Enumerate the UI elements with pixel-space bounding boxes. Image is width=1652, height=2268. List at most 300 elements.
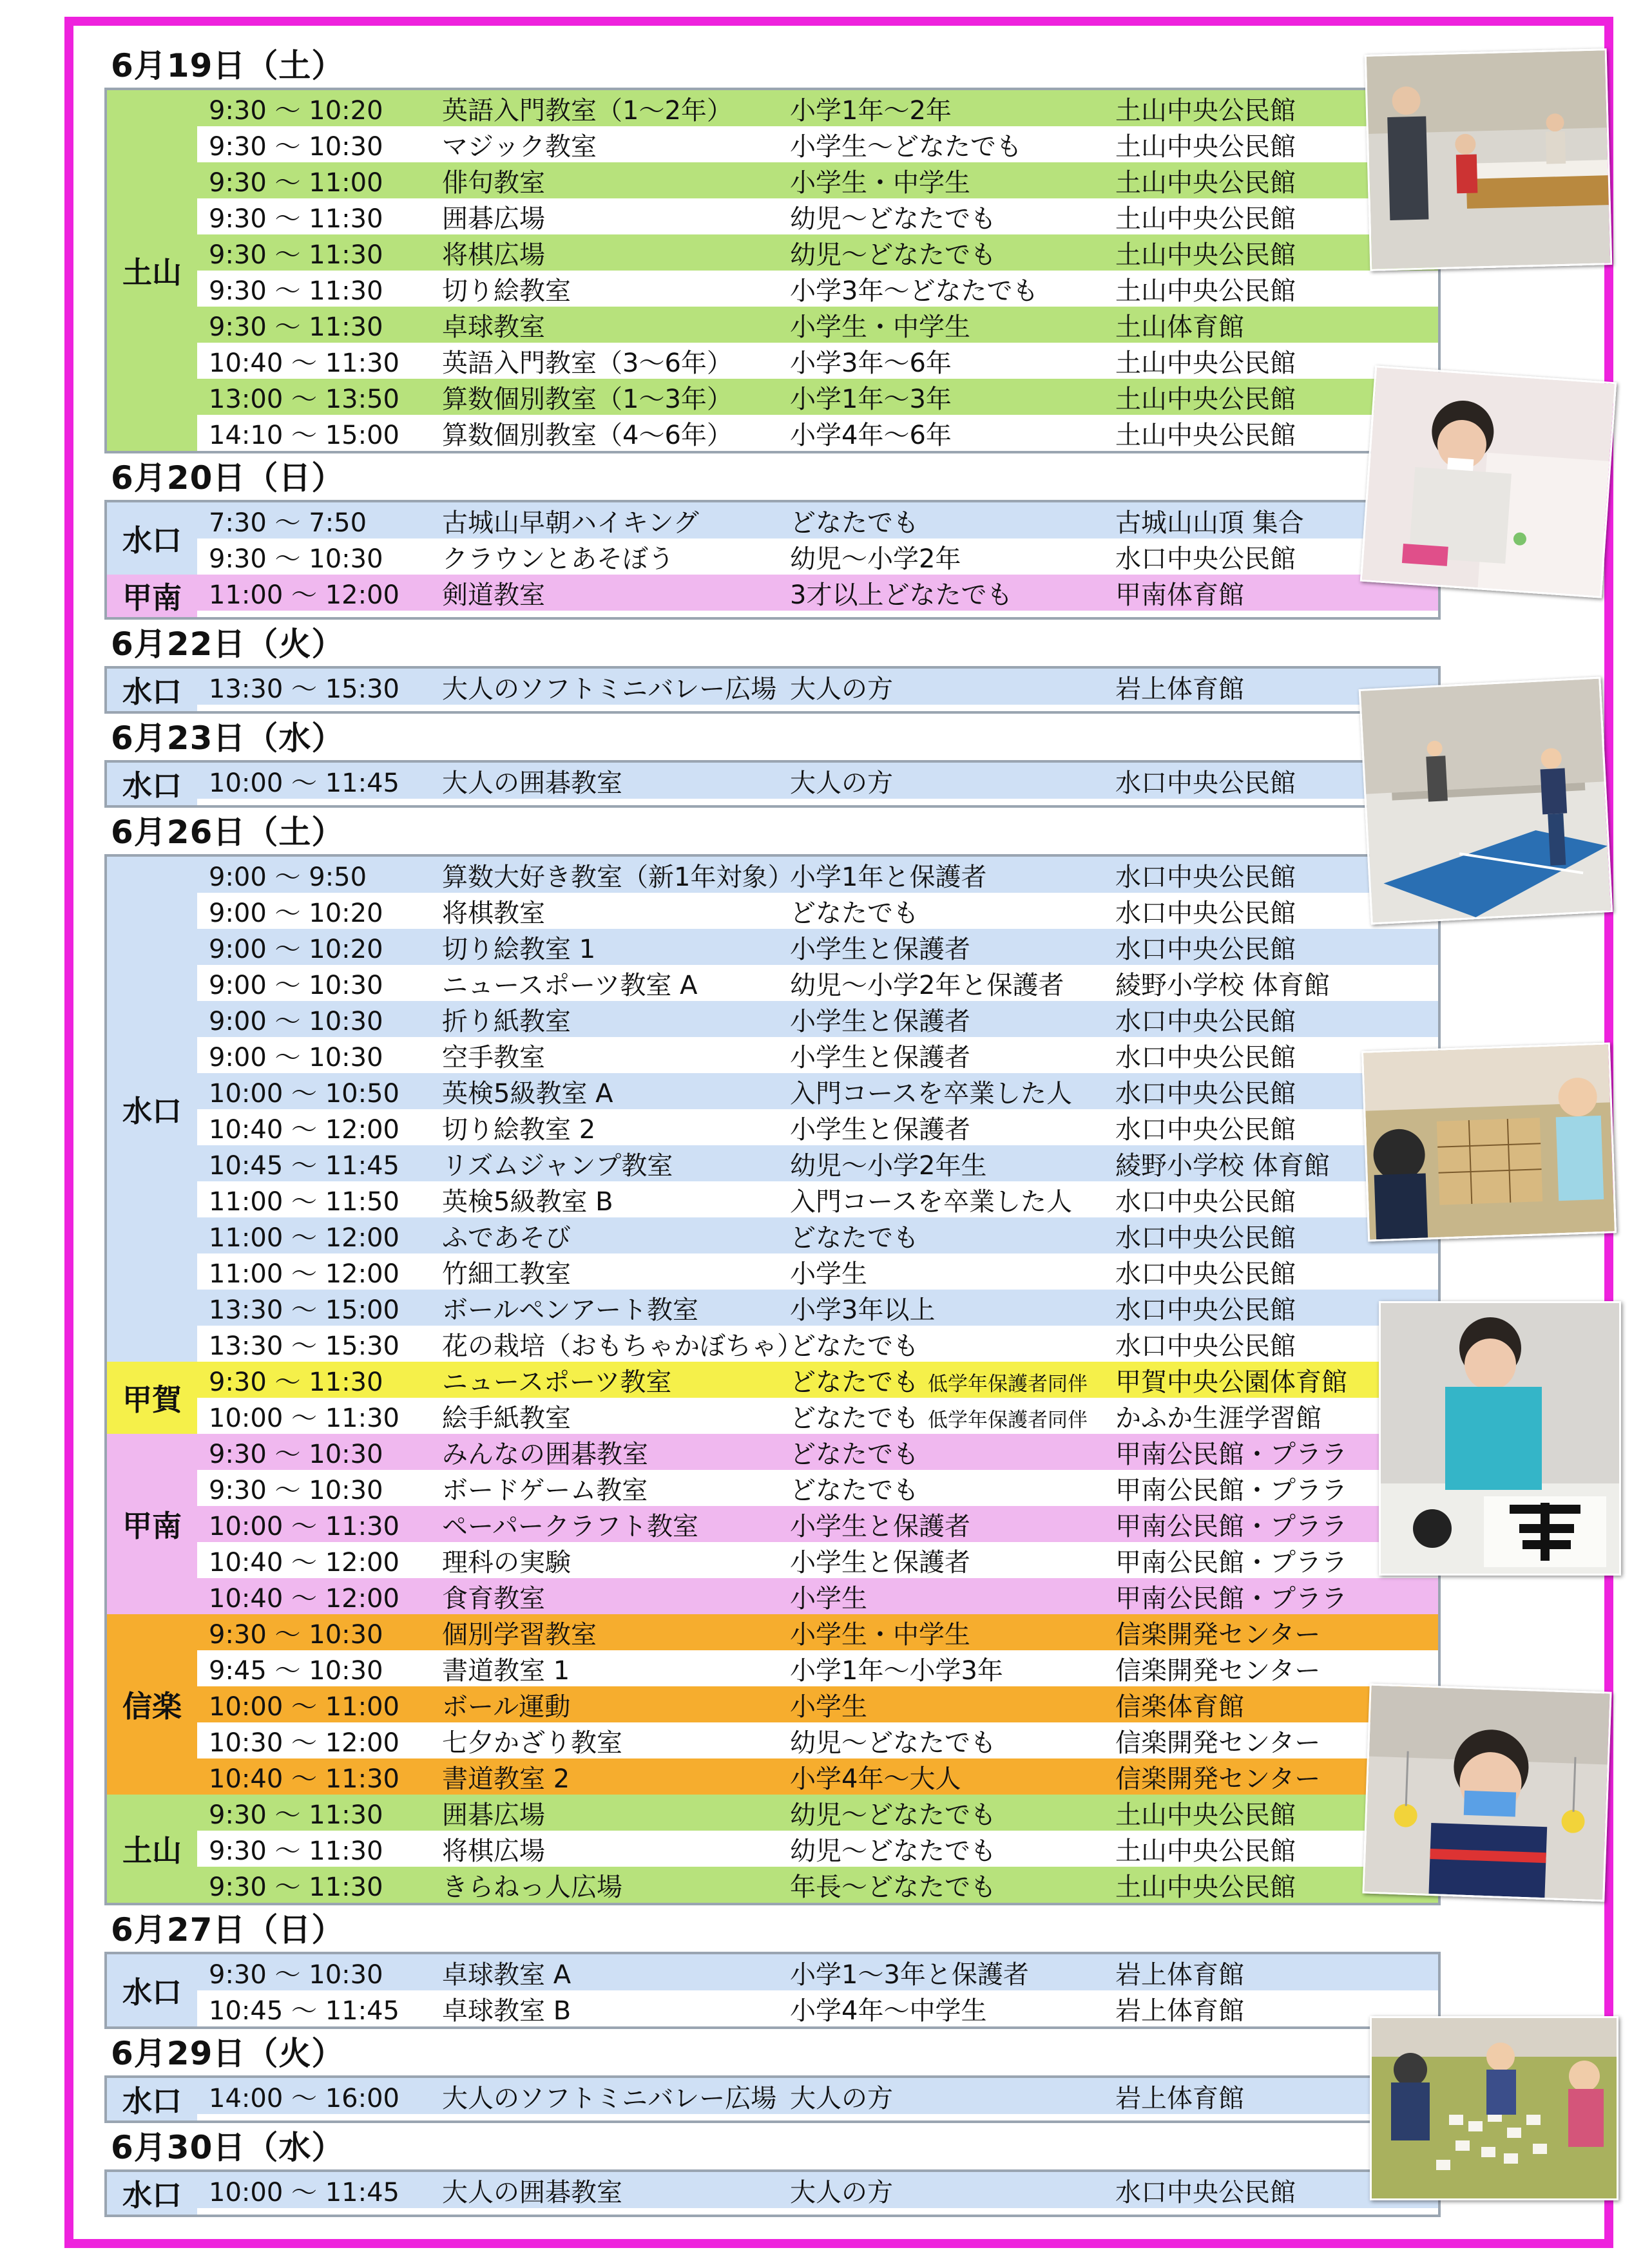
event-time: 9:30 〜 10:30 (209, 544, 383, 574)
table-row (197, 1758, 1438, 1795)
event-target (790, 669, 1115, 705)
event-target-text: 小学生と保護者 (790, 1114, 970, 1145)
event-target-text: 小学1年〜3年 (790, 384, 952, 414)
event-title: 大人の囲碁教室 (442, 2177, 622, 2207)
event-target-text: どなたでも (790, 1475, 919, 1505)
event-time: 10:40 〜 12:00 (209, 1114, 399, 1145)
event-rows (197, 90, 1438, 451)
region-label: 水口 (107, 857, 197, 1362)
event-time: 10:00 〜 10:50 (209, 1078, 399, 1109)
table-row (197, 1326, 1438, 1362)
event-title: 剣道教室 (442, 580, 545, 610)
table-row (197, 1614, 1438, 1650)
event-target-text: 小学生と保護者 (790, 934, 970, 964)
region-group (107, 575, 1438, 617)
event-title: 卓球教室 (442, 312, 545, 342)
event-venue: 岩上体育館 (1115, 674, 1244, 704)
event-venue: 土山中央公民館 (1115, 95, 1296, 126)
event-target-text: 幼児〜どなたでも (790, 204, 996, 234)
event-time: 9:00 〜 10:30 (209, 970, 383, 1000)
event-target-text: 幼児〜小学2年生 (790, 1150, 987, 1181)
event-target (790, 1506, 1115, 1542)
event-time: 10:30 〜 12:00 (209, 1728, 399, 1758)
event-target-text: 小学生 (790, 1259, 867, 1289)
event-target (790, 234, 1115, 271)
table-row (197, 1290, 1438, 1326)
table-row (197, 575, 1438, 611)
table-row (197, 1722, 1438, 1758)
table-row (197, 1542, 1438, 1578)
event-venue: 水口中央公民館 (1115, 1042, 1296, 1072)
event-venue: 水口中央公民館 (1115, 544, 1296, 574)
event-time: 9:30 〜 10:30 (209, 1439, 383, 1469)
event-rows (197, 1795, 1438, 1903)
event-time: 9:30 〜 10:30 (209, 1619, 383, 1650)
event-target-text: どなたでも (790, 1367, 919, 1397)
event-target-text: 幼児〜小学2年 (790, 544, 961, 574)
day-schedule-block (104, 760, 1441, 808)
event-target (790, 1954, 1115, 1990)
event-title: 個別学習教室 (442, 1619, 597, 1650)
event-target-text: 小学生 (790, 1583, 867, 1614)
event-venue: 土山中央公民館 (1115, 1800, 1296, 1830)
event-target (790, 1253, 1115, 1290)
event-target (790, 271, 1115, 307)
event-venue: 甲南公民館・プララ (1115, 1439, 1347, 1469)
event-target-text: 小学生と保護者 (790, 1511, 970, 1541)
event-title: 理科の実験 (442, 1547, 571, 1577)
region-label: 水口 (107, 669, 197, 711)
table-row (197, 234, 1438, 271)
event-title: 大人のソフトミニバレー広場 (442, 674, 777, 704)
event-target-text: 小学1年と保護者 (790, 862, 987, 892)
event-time: 9:30 〜 11:30 (209, 204, 383, 234)
event-time: 9:30 〜 11:30 (209, 1367, 383, 1397)
event-time: 10:00 〜 11:00 (209, 1691, 399, 1722)
event-target-text: 3才以上どなたでも (790, 580, 1013, 610)
region-label: 水口 (107, 1954, 197, 2026)
table-row (197, 379, 1438, 415)
event-target (790, 965, 1115, 1001)
event-time: 7:30 〜 7:50 (209, 508, 367, 538)
event-target (790, 1722, 1115, 1758)
event-time: 11:00 〜 12:00 (209, 1259, 399, 1289)
event-target (790, 2172, 1115, 2208)
event-venue: 甲南公民館・プララ (1115, 1475, 1347, 1505)
event-venue: 土山中央公民館 (1115, 1836, 1296, 1866)
event-title: みんなの囲碁教室 (442, 1439, 648, 1469)
table-row (197, 415, 1438, 451)
table-row (197, 1181, 1438, 1217)
date-heading: 6月26日（土） (111, 814, 345, 851)
event-target (790, 126, 1115, 162)
day-schedule-block (104, 88, 1441, 453)
event-title: 切り絵教室 2 (442, 1114, 596, 1145)
event-time: 10:00 〜 11:45 (209, 2177, 399, 2207)
event-target (790, 1362, 1115, 1398)
event-venue: 土山中央公民館 (1115, 131, 1296, 162)
region-label: 土山 (107, 1795, 197, 1903)
event-venue: 土山中央公民館 (1115, 167, 1296, 198)
event-target-text: どなたでも (790, 508, 919, 538)
event-venue: 水口中央公民館 (1115, 1078, 1296, 1109)
event-time: 10:00 〜 11:30 (209, 1511, 399, 1541)
event-target (790, 1470, 1115, 1506)
event-title: 英語入門教室（3〜6年） (442, 348, 733, 378)
event-target (790, 1831, 1115, 1867)
event-target (790, 763, 1115, 799)
table-row (197, 669, 1438, 705)
event-target (790, 929, 1115, 965)
table-row (197, 538, 1438, 575)
event-target (790, 198, 1115, 234)
event-time: 9:30 〜 10:30 (209, 131, 383, 162)
table-row (197, 2078, 1438, 2114)
event-target (790, 893, 1115, 929)
event-rows (197, 1614, 1438, 1795)
event-target (790, 1398, 1115, 1434)
table-row (197, 1990, 1438, 2026)
event-target-text: 小学生・中学生 (790, 1619, 970, 1650)
event-title: ニュースポーツ教室 (442, 1367, 672, 1397)
event-target-text: どなたでも (790, 1331, 919, 1361)
event-target (790, 162, 1115, 198)
event-title: 絵手紙教室 (442, 1403, 571, 1433)
event-time: 11:00 〜 11:50 (209, 1186, 399, 1217)
event-title: 書道教室 1 (442, 1655, 570, 1686)
event-time: 9:30 〜 11:30 (209, 240, 383, 270)
event-venue: 土山体育館 (1115, 312, 1244, 342)
event-target-text: 小学生・中学生 (790, 167, 970, 198)
day-schedule-block (104, 500, 1441, 620)
event-venue: 水口中央公民館 (1115, 934, 1296, 964)
kirie-craft-photo (1360, 365, 1617, 598)
event-title: 算数大好き教室（新1年対象） (442, 862, 794, 892)
event-target-text: 小学4年〜6年 (790, 420, 952, 450)
event-time: 9:30 〜 11:30 (209, 312, 383, 342)
event-title: 将棋教室 (442, 898, 545, 928)
event-time: 10:45 〜 11:45 (209, 1150, 399, 1181)
event-target (790, 538, 1115, 575)
event-target (790, 1037, 1115, 1073)
event-title: 大人の囲碁教室 (442, 768, 622, 798)
region-group (107, 502, 1438, 575)
event-time: 9:00 〜 10:30 (209, 1006, 383, 1036)
event-target (790, 379, 1115, 415)
event-venue: 岩上体育館 (1115, 2083, 1244, 2113)
event-title: 花の栽培（おもちゃかぼちゃ） (442, 1331, 803, 1361)
event-title: 将棋広場 (442, 240, 545, 270)
event-title: 食育教室 (442, 1583, 545, 1614)
event-target-text: 幼児〜どなたでも (790, 1836, 996, 1866)
event-venue: 甲南公民館・プララ (1115, 1511, 1347, 1541)
event-target (790, 1434, 1115, 1470)
event-venue: 信楽開発センター (1115, 1764, 1321, 1794)
table-tennis-photo (1359, 676, 1613, 924)
event-time: 10:40 〜 11:30 (209, 1764, 399, 1794)
table-row (197, 343, 1438, 379)
event-target (790, 1542, 1115, 1578)
table-row (197, 1109, 1438, 1145)
event-target-text: 小学生と保護者 (790, 1547, 970, 1577)
event-venue: 綾野小学校 体育館 (1115, 970, 1330, 1000)
event-target-text: どなたでも (790, 1403, 919, 1433)
event-title: 書道教室 2 (442, 1764, 570, 1794)
event-time: 9:30 〜 11:30 (209, 1836, 383, 1866)
day-schedule-block (104, 2075, 1441, 2123)
event-title: 空手教室 (442, 1042, 545, 1072)
event-target (790, 1001, 1115, 1037)
event-title: ボールペンアート教室 (442, 1295, 698, 1325)
table-row (197, 2172, 1438, 2208)
event-venue: 甲南公民館・プララ (1115, 1583, 1347, 1614)
event-target-text: 小学3年〜6年 (790, 348, 952, 378)
event-target-text: 幼児〜どなたでも (790, 1728, 996, 1758)
event-target (790, 575, 1115, 611)
event-venue: 水口中央公民館 (1115, 1223, 1296, 1253)
magic-class-photo (1365, 48, 1613, 271)
region-label: 信楽 (107, 1614, 197, 1795)
event-target (790, 1290, 1115, 1326)
event-target-text: どなたでも (790, 1439, 919, 1469)
event-target-text: 小学1年〜2年 (790, 95, 952, 126)
event-venue: 土山中央公民館 (1115, 276, 1296, 306)
event-target-text: 小学生と保護者 (790, 1042, 970, 1072)
region-group (107, 2172, 1438, 2215)
event-target-text: 小学生と保護者 (790, 1006, 970, 1036)
event-venue: 信楽体育館 (1115, 1691, 1244, 1722)
event-venue: 土山中央公民館 (1115, 420, 1296, 450)
event-venue: 水口中央公民館 (1115, 898, 1296, 928)
event-target (790, 90, 1115, 126)
event-time: 10:45 〜 11:45 (209, 1996, 399, 2026)
event-target-text: 幼児〜小学2年と保護者 (790, 970, 1064, 1000)
event-venue: 信楽開発センター (1115, 1619, 1321, 1650)
event-time: 10:40 〜 11:30 (209, 348, 399, 378)
region-group (107, 669, 1438, 711)
event-time: 9:00 〜 10:20 (209, 898, 383, 928)
event-rows (197, 2172, 1438, 2215)
event-target (790, 1578, 1115, 1614)
event-time: 13:30 〜 15:30 (209, 674, 399, 704)
event-target-text: 大人の方 (790, 2083, 893, 2113)
event-venue: 土山中央公民館 (1115, 384, 1296, 414)
table-row (197, 1650, 1438, 1686)
event-time: 14:00 〜 16:00 (209, 2083, 399, 2113)
table-row (197, 271, 1438, 307)
event-target (790, 307, 1115, 343)
region-group (107, 1954, 1438, 2026)
event-title: 卓球教室 B (442, 1996, 571, 2026)
event-venue: かふか生涯学習館 (1115, 1403, 1321, 1433)
event-time: 14:10 〜 15:00 (209, 420, 399, 450)
event-venue: 綾野小学校 体育館 (1115, 1150, 1330, 1181)
event-venue: 信楽開発センター (1115, 1728, 1321, 1758)
event-time: 13:30 〜 15:30 (209, 1331, 399, 1361)
event-title: クラウンとあそぼう (442, 544, 674, 574)
shogi-photo (1361, 1042, 1617, 1241)
event-target (790, 1758, 1115, 1795)
event-target-note: 低学年保護者同伴 (928, 1408, 1088, 1432)
event-venue: 水口中央公民館 (1115, 1259, 1296, 1289)
event-target-text: 小学生・中学生 (790, 312, 970, 342)
event-venue: 水口中央公民館 (1115, 1331, 1296, 1361)
event-title: ふであそび (442, 1223, 571, 1253)
event-time: 10:00 〜 11:45 (209, 768, 399, 798)
event-target (790, 1795, 1115, 1831)
event-time: 10:40 〜 12:00 (209, 1547, 399, 1577)
event-target-text: 小学1年〜小学3年 (790, 1655, 1003, 1686)
event-target-text: 小学1〜3年と保護者 (790, 1959, 1029, 1990)
event-time: 10:40 〜 12:00 (209, 1583, 399, 1614)
event-time: 9:30 〜 11:30 (209, 1872, 383, 1902)
event-target (790, 1990, 1115, 2026)
date-heading: 6月27日（日） (111, 1911, 345, 1949)
event-rows (197, 1434, 1438, 1614)
event-venue: 土山中央公民館 (1115, 348, 1296, 378)
event-venue: 水口中央公民館 (1115, 2177, 1296, 2207)
event-title: きらねっ人広場 (442, 1872, 622, 1902)
event-schedule (104, 44, 1441, 2217)
table-row (197, 965, 1438, 1001)
event-target (790, 1109, 1115, 1145)
region-group (107, 90, 1438, 451)
table-row (197, 1362, 1438, 1398)
event-time: 13:30 〜 15:00 (209, 1295, 399, 1325)
event-target-text: 入門コースを卒業した人 (790, 1078, 1072, 1109)
table-row (197, 893, 1438, 929)
event-target-text: 年長〜どなたでも (790, 1872, 996, 1902)
region-group (107, 763, 1438, 805)
event-venue: 水口中央公民館 (1115, 1114, 1296, 1145)
event-venue: 水口中央公民館 (1115, 862, 1296, 892)
date-heading: 6月29日（火） (111, 2035, 345, 2072)
table-row (197, 198, 1438, 234)
event-target (790, 1073, 1115, 1109)
table-row (197, 126, 1438, 162)
day-schedule-block (104, 854, 1441, 1905)
date-heading: 6月19日（土） (111, 47, 345, 84)
event-target-text: 大人の方 (790, 768, 893, 798)
event-rows (197, 1954, 1438, 2026)
region-label: 甲南 (107, 1434, 197, 1614)
event-title: 英検5級教室 A (442, 1078, 613, 1109)
event-title: 算数個別教室（1〜3年） (442, 384, 733, 414)
table-row (197, 1578, 1438, 1614)
event-target-text: 入門コースを卒業した人 (790, 1186, 1072, 1217)
event-title: 七夕かざり教室 (442, 1728, 622, 1758)
event-rows (197, 669, 1438, 711)
event-target-text: 大人の方 (790, 2177, 893, 2207)
event-venue: 甲賀中央公園体育館 (1115, 1367, 1347, 1397)
region-label: 水口 (107, 2078, 197, 2120)
event-title: ペーパークラフト教室 (442, 1511, 698, 1541)
table-row (197, 1037, 1438, 1073)
table-row (197, 1470, 1438, 1506)
event-rows (197, 575, 1438, 617)
region-label: 甲賀 (107, 1362, 197, 1434)
day-schedule-block (104, 2169, 1441, 2217)
event-rows (197, 763, 1438, 805)
event-title: 折り紙教室 (442, 1006, 571, 1036)
region-label: 水口 (107, 2172, 197, 2215)
table-row (197, 929, 1438, 965)
event-title: 囲碁広場 (442, 1800, 545, 1830)
region-group (107, 1434, 1438, 1614)
table-row (197, 1073, 1438, 1109)
table-row (197, 1686, 1438, 1722)
region-label: 甲南 (107, 575, 197, 617)
region-group (107, 857, 1438, 1362)
event-time: 9:30 〜 10:20 (209, 95, 383, 126)
event-venue: 古城山山頂 集合 (1115, 508, 1304, 538)
event-title: ボードゲーム教室 (442, 1475, 648, 1505)
event-title: リズムジャンプ教室 (442, 1150, 673, 1181)
table-row (197, 502, 1438, 538)
tanabata-craft-photo (1362, 1684, 1611, 1902)
event-time: 9:30 〜 10:30 (209, 1959, 383, 1990)
event-time: 9:00 〜 9:50 (209, 862, 367, 892)
event-target (790, 502, 1115, 538)
table-row (197, 307, 1438, 343)
table-row (197, 1434, 1438, 1470)
table-row (197, 90, 1438, 126)
event-target (790, 343, 1115, 379)
event-title: 大人のソフトミニバレー広場 (442, 2083, 777, 2113)
event-target-text: どなたでも (790, 1223, 919, 1253)
region-group (107, 1362, 1438, 1434)
region-label: 土山 (107, 90, 197, 451)
table-row (197, 1398, 1438, 1434)
event-rows (197, 2078, 1438, 2120)
event-venue: 岩上体育館 (1115, 1996, 1244, 2026)
event-time: 13:00 〜 13:50 (209, 384, 399, 414)
event-target (790, 415, 1115, 451)
event-title: ボール運動 (442, 1691, 571, 1722)
date-heading: 6月23日（水） (111, 719, 345, 757)
event-venue: 水口中央公民館 (1115, 1186, 1296, 1217)
table-row (197, 1867, 1438, 1903)
table-row (197, 857, 1438, 893)
table-row (197, 162, 1438, 198)
date-heading: 6月30日（水） (111, 2129, 345, 2166)
table-row (197, 1954, 1438, 1990)
event-title: 切り絵教室 1 (442, 934, 596, 964)
event-rows (197, 502, 1438, 575)
region-group (107, 1795, 1438, 1903)
event-title: 竹細工教室 (442, 1259, 571, 1289)
calligraphy-photo (1379, 1301, 1621, 1576)
event-target-text: 幼児〜どなたでも (790, 240, 996, 270)
event-venue: 土山中央公民館 (1115, 240, 1296, 270)
event-venue: 水口中央公民館 (1115, 768, 1296, 798)
event-target (790, 1686, 1115, 1722)
event-time: 9:00 〜 10:30 (209, 1042, 383, 1072)
event-target (790, 857, 1115, 893)
event-target-text: 幼児〜どなたでも (790, 1800, 996, 1830)
event-time: 10:00 〜 11:30 (209, 1403, 399, 1433)
event-time: 9:30 〜 11:00 (209, 167, 383, 198)
event-target (790, 1326, 1115, 1362)
event-rows (197, 1362, 1438, 1434)
event-target-text: どなたでも (790, 898, 919, 928)
region-group (107, 1614, 1438, 1795)
date-heading: 6月22日（火） (111, 625, 345, 663)
event-venue: 信楽開発センター (1115, 1655, 1321, 1686)
region-label: 水口 (107, 502, 197, 575)
event-target (790, 1614, 1115, 1650)
event-title: 古城山早朝ハイキング (442, 508, 699, 538)
